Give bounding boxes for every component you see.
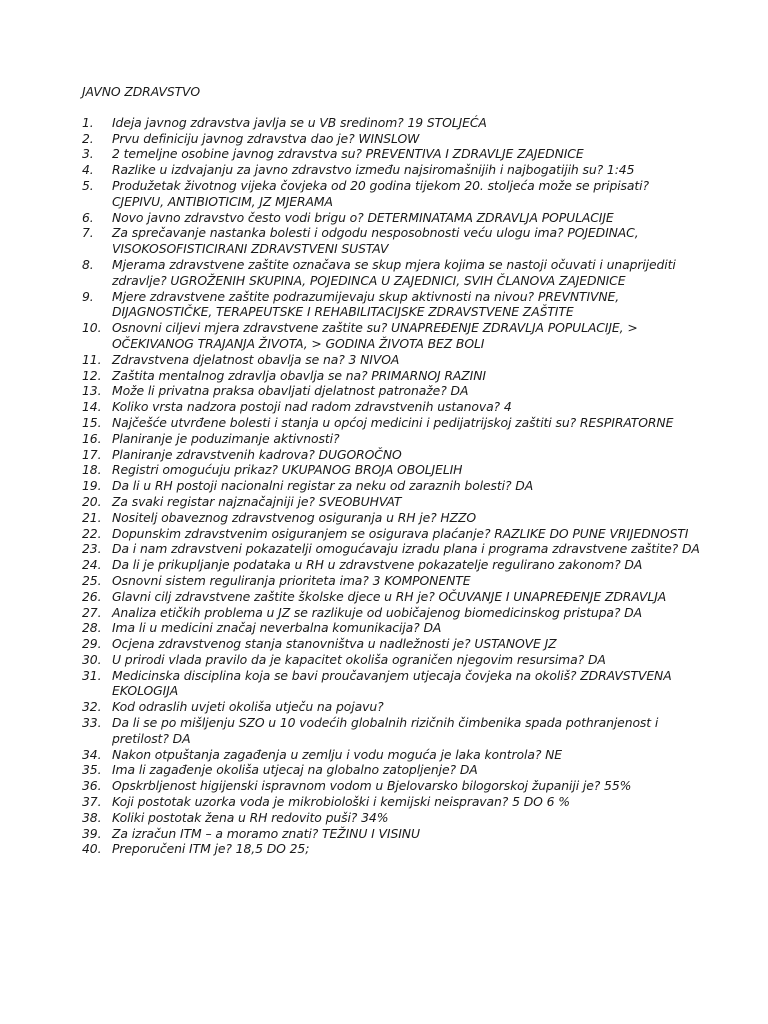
item-text: Glavni cilj zdravstvene zaštite školske djece u RH je? OČUVANJE I UNAPREĐENJE ZDRAVLJA bbox=[112, 588, 667, 604]
list-item bbox=[82, 699, 702, 715]
list-item bbox=[82, 162, 702, 178]
document-title: JAVNO ZDRAVSTVO bbox=[82, 84, 201, 99]
item-text: 2 temeljne osobine javnog zdravstva su? PREVENTIVA I ZDRAVLJE ZAJEDNICE bbox=[112, 146, 584, 162]
item-text: Mjerama zdravstvene zaštite označava se skup mjera kojima se nastoji očuvati i unaprijediti zdravlje? UGROŽENIH SKUPINA, POJEDINCA U ZAJEDNICI, SVIH ČLANOVA ZAJEDNICE bbox=[112, 256, 676, 288]
item-text: Nositelj obaveznog zdravstvenog osiguranja u RH je? HZZO bbox=[112, 509, 477, 525]
list-item bbox=[82, 257, 702, 289]
item-text: Dopunskim zdravstvenim osiguranjem se osigurava plaćanje? RAZLIKE DO PUNE VRIJEDNOSTI bbox=[112, 525, 689, 541]
list-item bbox=[82, 399, 702, 415]
item-text: Kod odraslih uvjeti okoliša utječu na pojavu? bbox=[112, 699, 384, 715]
item-text: Osnovni sistem reguliranja prioriteta ima? 3 KOMPONENTE bbox=[112, 572, 471, 588]
item-number: 13. bbox=[82, 383, 102, 399]
item-number: 24. bbox=[82, 557, 102, 573]
item-number: 32. bbox=[82, 699, 102, 715]
list-item bbox=[82, 778, 702, 794]
item-text: Razlike u izdvajanju za javno zdravstvo između najsiromašnijih i najbogatijih su? 1:45 bbox=[112, 162, 635, 178]
item-text: Može li privatna praksa obavljati djelatnost patronaže? DA bbox=[112, 383, 469, 399]
item-number: 18. bbox=[82, 462, 102, 478]
item-text: Za sprečavanje nastanka bolesti i odgodu nesposobnosti veću ulogu ima? POJEDINAC, VISOKOSOFISTICIRANI ZDRAVSTVENI SUSTAV bbox=[112, 225, 639, 257]
item-number: 21. bbox=[82, 509, 102, 525]
list-item bbox=[82, 715, 702, 747]
item-text: Ideja javnog zdravstva javlja se u VB sredinom? 19 STOLJEĆA bbox=[112, 114, 487, 130]
item-number: 15. bbox=[82, 414, 102, 430]
item-text: Ocjena zdravstvenog stanja stanovništva u nadležnosti je? USTANOVE JZ bbox=[112, 636, 557, 652]
item-text: U prirodi vlada pravilo da je kapacitet okoliša ograničen njegovim resursima? DA bbox=[112, 651, 606, 667]
item-number: 20. bbox=[82, 493, 102, 509]
item-number: 9. bbox=[82, 288, 94, 304]
list-item bbox=[82, 115, 702, 131]
item-number: 3. bbox=[82, 146, 94, 162]
list-item bbox=[82, 526, 702, 542]
item-text: Mjere zdravstvene zaštite podrazumijevaju skup aktivnosti na nivou? PREVNTIVNE, DIJAGNOSTIČKE, TERAPEUTSKE I REHABILITACIJSKE ZDRAVSTVENE ZAŠTITE bbox=[112, 288, 620, 320]
list-item bbox=[82, 352, 702, 368]
list-item bbox=[82, 620, 702, 636]
item-number: 36. bbox=[82, 778, 102, 794]
item-number: 16. bbox=[82, 430, 102, 446]
list-item bbox=[82, 826, 702, 842]
list-item bbox=[82, 431, 702, 447]
item-number: 10. bbox=[82, 320, 102, 336]
list-item bbox=[82, 841, 702, 857]
list-item bbox=[82, 810, 702, 826]
document-body bbox=[82, 84, 702, 857]
item-number: 2. bbox=[82, 130, 94, 146]
item-text: Planiranje zdravstvenih kadrova? DUGOROČNO bbox=[112, 446, 402, 462]
item-text: Analiza etičkih problema u JZ se razlikuje od uobičajenog biomedicinskog pristupa? DA bbox=[112, 604, 642, 620]
item-number: 22. bbox=[82, 525, 102, 541]
item-number: 6. bbox=[82, 209, 94, 225]
list-item bbox=[82, 794, 702, 810]
list-item bbox=[82, 573, 702, 589]
item-text: Prvu definiciju javnog zdravstva dao je? WINSLOW bbox=[112, 130, 420, 146]
list-item bbox=[82, 462, 702, 478]
list-item bbox=[82, 557, 702, 573]
item-number: 29. bbox=[82, 636, 102, 652]
item-text: Da li se po mišljenju SZO u 10 vodećih globalnih rizičnih čimbenika spada pothranjenost i pretilost? DA bbox=[112, 715, 659, 746]
item-number: 31. bbox=[82, 667, 102, 683]
list-item bbox=[82, 541, 702, 557]
item-text: Nakon otpuštanja zagađenja u zemlju i vodu moguća je laka kontrola? NE bbox=[112, 746, 563, 762]
item-text: Novo javno zdravstvo često vodi brigu o? DETERMINATAMA ZDRAVLJA POPULACIJE bbox=[112, 209, 614, 225]
item-number: 25. bbox=[82, 572, 102, 588]
item-number: 1. bbox=[82, 114, 94, 130]
item-number: 40. bbox=[82, 841, 102, 857]
item-number: 34. bbox=[82, 746, 102, 762]
item-text: Registri omogućuju prikaz? UKUPANOG BROJA OBOLJELIH bbox=[112, 462, 463, 478]
list-item bbox=[82, 589, 702, 605]
item-text: Za svaki registar najznačajniji je? SVEOBUHVAT bbox=[112, 493, 402, 509]
item-text: Osnovni ciljevi mjera zdravstvene zaštite su? UNAPREĐENJE ZDRAVLJA POPULACIJE, > OČEKIVANOG TRAJANJA ŽIVOTA, > GODINA ŽIVOTA BEZ BOLI bbox=[112, 320, 638, 351]
item-text: Zaštita mentalnog zdravlja obavlja se na? PRIMARNOJ RAZINI bbox=[112, 367, 486, 383]
list-item bbox=[82, 447, 702, 463]
item-number: 35. bbox=[82, 762, 102, 778]
list-item bbox=[82, 510, 702, 526]
item-number: 4. bbox=[82, 162, 94, 178]
list-item bbox=[82, 762, 702, 778]
item-text: Da li je prikupljanje podataka u RH u zdravstvene pokazatelje regulirano zakonom? DA bbox=[112, 557, 643, 573]
item-text: Koliki postotak žena u RH redovito puši? 34% bbox=[112, 809, 389, 825]
item-number: 38. bbox=[82, 809, 102, 825]
item-number: 17. bbox=[82, 446, 102, 462]
item-number: 39. bbox=[82, 825, 102, 841]
list-item bbox=[82, 494, 702, 510]
list-item bbox=[82, 131, 702, 147]
item-number: 5. bbox=[82, 177, 94, 193]
item-text: Planiranje je poduzimanje aktivnosti? bbox=[112, 430, 340, 446]
item-text: Ima li u medicini značaj neverbalna komunikacija? DA bbox=[112, 620, 442, 636]
question-list bbox=[82, 115, 702, 857]
item-text: Medicinska disciplina koja se bavi proučavanjem utjecaja čovjeka na okoliš? ZDRAVSTVENA EKOLOGIJA bbox=[112, 667, 672, 699]
list-item bbox=[82, 225, 702, 257]
item-number: 28. bbox=[82, 620, 102, 636]
item-text: Da i nam zdravstveni pokazatelji omogućavaju izradu plana i programa zdravstvene zaštite? DA bbox=[112, 541, 700, 557]
item-number: 11. bbox=[82, 351, 102, 367]
item-text: Opskrbljenost higijenski ispravnom vodom u Bjelovarsko bilogorskoj županiji je? 55% bbox=[112, 778, 632, 794]
item-number: 8. bbox=[82, 256, 94, 272]
list-item bbox=[82, 210, 702, 226]
list-item bbox=[82, 320, 702, 352]
list-item bbox=[82, 289, 702, 321]
list-item bbox=[82, 178, 702, 210]
list-item bbox=[82, 636, 702, 652]
item-text: Koliko vrsta nadzora postoji nad radom zdravstvenih ustanova? 4 bbox=[112, 399, 512, 415]
item-number: 14. bbox=[82, 399, 102, 415]
list-item bbox=[82, 383, 702, 399]
list-item bbox=[82, 478, 702, 494]
list-item bbox=[82, 652, 702, 668]
item-text: Produžetak životnog vijeka čovjeka od 20 godina tijekom 20. stoljeća može se pripisati? CJEPIVU, ANTIBIOTICIM, JZ MJERAMA bbox=[112, 177, 649, 209]
item-number: 37. bbox=[82, 794, 102, 810]
list-item bbox=[82, 146, 702, 162]
item-number: 26. bbox=[82, 588, 102, 604]
item-text: Zdravstvena djelatnost obavlja se na? 3 NIVOA bbox=[112, 351, 400, 367]
item-text: Koji postotak uzorka voda je mikrobiološki i kemijski neispravan? 5 DO 6 % bbox=[112, 794, 570, 810]
item-number: 19. bbox=[82, 478, 102, 494]
item-number: 23. bbox=[82, 541, 102, 557]
item-number: 30. bbox=[82, 651, 102, 667]
list-item bbox=[82, 747, 702, 763]
item-text: Za izračun ITM – a moramo znati? TEŽINU I VISINU bbox=[112, 825, 420, 841]
list-item bbox=[82, 668, 702, 700]
item-text: Da li u RH postoji nacionalni registar za neku od zaraznih bolesti? DA bbox=[112, 478, 534, 494]
item-text: Preporučeni ITM je? 18,5 DO 25; bbox=[112, 841, 310, 857]
list-item bbox=[82, 368, 702, 384]
item-text: Najčešće utvrđene bolesti i stanja u općoj medicini i pedijatrijskoj zaštiti su? RESPIRATORNE bbox=[112, 414, 674, 430]
list-item bbox=[82, 415, 702, 431]
item-text: Ima li zagađenje okoliša utjecaj na globalno zatopljenje? DA bbox=[112, 762, 478, 778]
item-number: 12. bbox=[82, 367, 102, 383]
item-number: 7. bbox=[82, 225, 94, 241]
list-item bbox=[82, 605, 702, 621]
item-number: 27. bbox=[82, 604, 102, 620]
item-number: 33. bbox=[82, 715, 102, 731]
